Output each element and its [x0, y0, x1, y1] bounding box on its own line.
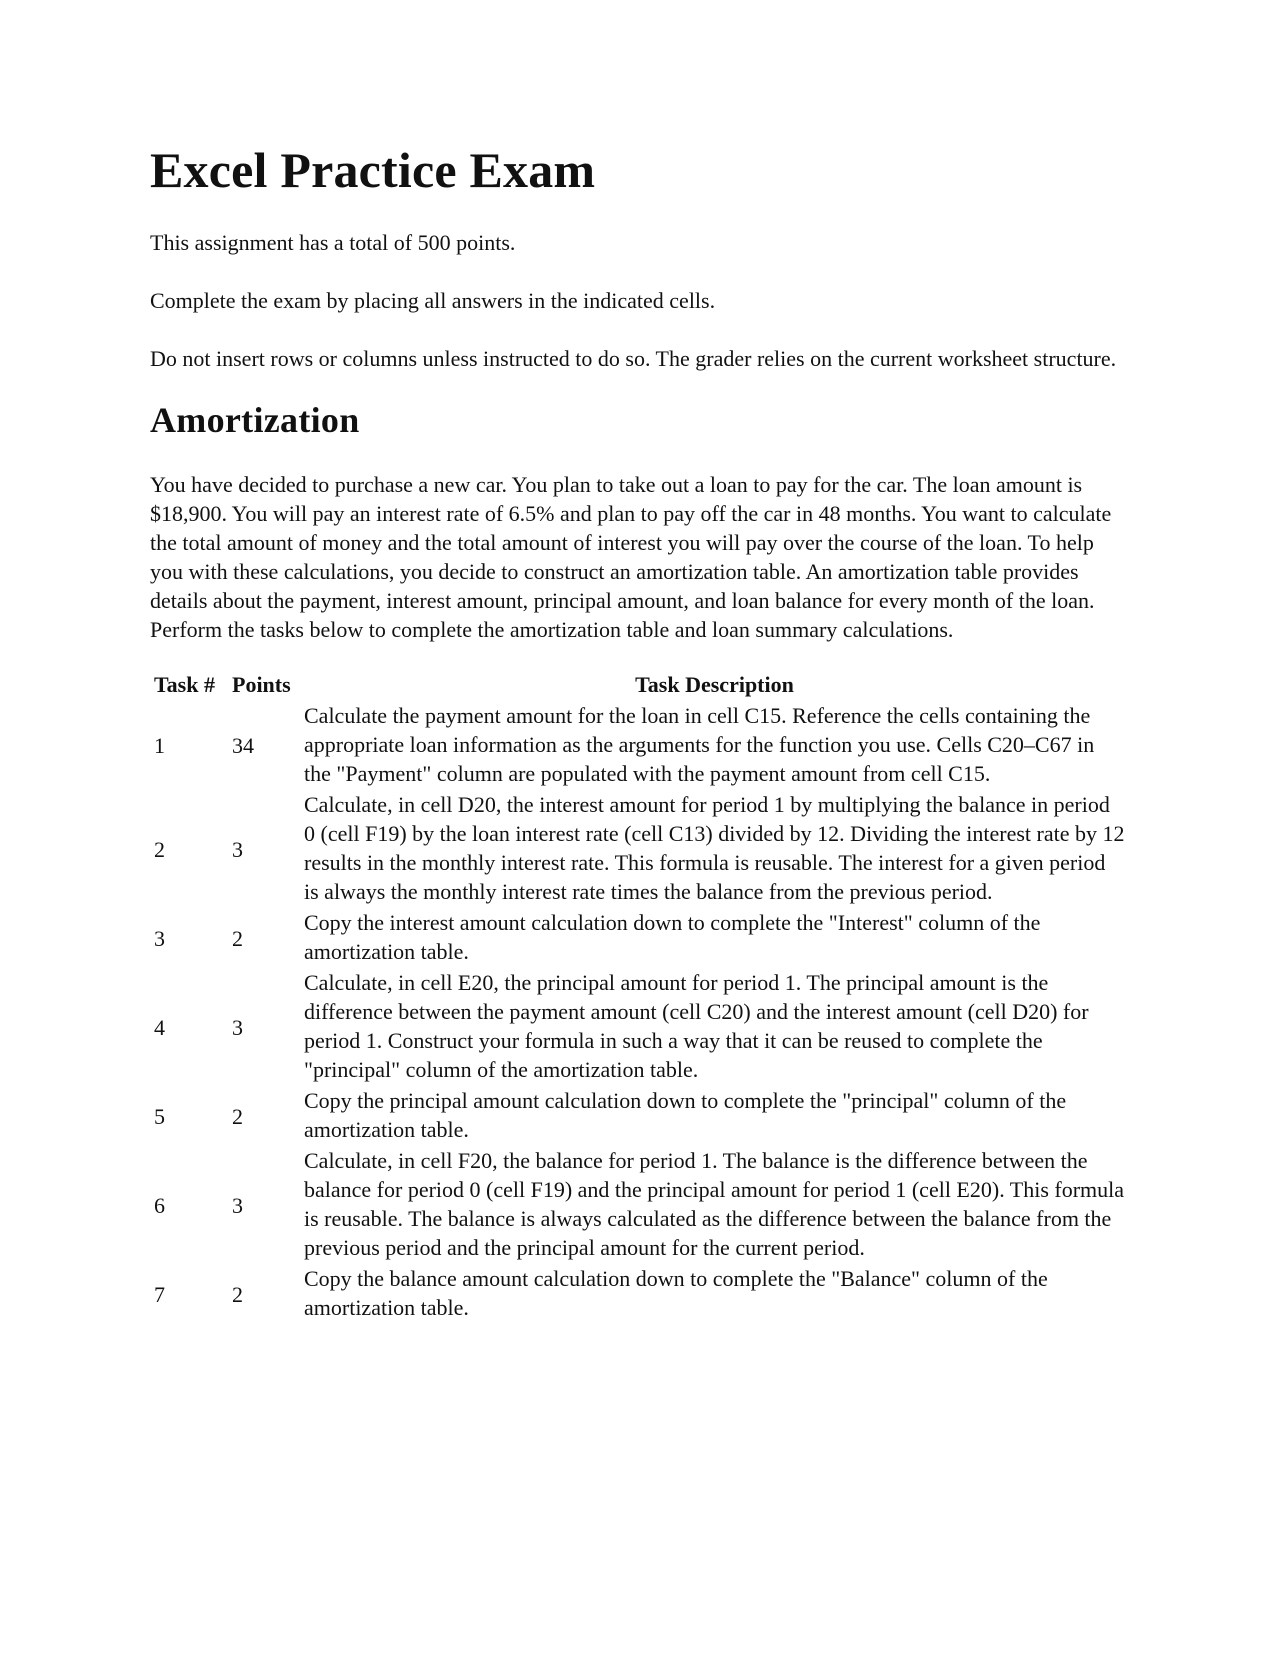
table-header-row — [150, 670, 1125, 701]
table-row — [150, 1264, 1125, 1324]
section-body: You have decided to purchase a new car. You plan to take out a loan to pay for the car. The loan amount is $18,900. You will pay an interest rate of 6.5% and plan to pay off the car in 48 months. You want to calculate the total amount of money and the total amount of interest you will pay over the course of the loan. To help you with these calculations, you decide to construct an amortization table. An amortization table provides details about the payment, interest amount, principal amount, and loan balance for every month of the loan. Perform the tasks below to complete the amortization table and loan summary calculations. — [150, 472, 1112, 643]
task-points: 2 — [232, 1103, 243, 1129]
task-points: 3 — [232, 836, 243, 862]
task-number: 6 — [154, 1192, 165, 1218]
header-description: Task Description — [635, 672, 794, 698]
table-row — [150, 908, 1125, 968]
task-description: Copy the balance amount calculation down to complete the "Balance" column of the amortization table. — [304, 1266, 1048, 1321]
task-number: 5 — [154, 1103, 165, 1129]
task-number: 4 — [154, 1014, 165, 1040]
table-row — [150, 1146, 1125, 1264]
table-row — [150, 1086, 1125, 1146]
intro-paragraph: This assignment has a total of 500 points. — [150, 230, 516, 255]
task-points: 2 — [232, 925, 243, 951]
table-row — [150, 968, 1125, 1086]
task-description: Calculate, in cell E20, the principal amount for period 1. The principal amount is the difference between the payment amount (cell C20) and the interest amount (cell D20) for period 1. Construct your formula in such a way that it can be reused to complete the "principal" column of the amortization table. — [304, 970, 1089, 1083]
table-row — [150, 790, 1125, 908]
section-heading: Amortization — [150, 400, 360, 440]
task-table — [150, 670, 1125, 1324]
table-row — [150, 701, 1125, 790]
task-points: 2 — [232, 1281, 243, 1307]
header-points: Points — [232, 672, 291, 698]
page-title: Excel Practice Exam — [150, 142, 596, 198]
task-points: 34 — [232, 733, 254, 759]
task-description: Calculate the payment amount for the loan in cell C15. Reference the cells containing the appropriate loan information as the arguments for the function you use. Cells C20–C67 in the "Payment" column are populated with the payment amount from cell C15. — [304, 703, 1095, 787]
task-number: 7 — [154, 1281, 165, 1307]
task-number: 1 — [154, 733, 165, 759]
header-task: Task # — [154, 672, 215, 698]
task-points: 3 — [232, 1014, 243, 1040]
intro-paragraph: Complete the exam by placing all answers in the indicated cells. — [150, 288, 716, 313]
document-page — [150, 140, 1130, 1324]
task-description: Calculate, in cell D20, the interest amount for period 1 by multiplying the balance in period 0 (cell F19) by the loan interest rate (cell C13) divided by 12. Dividing the interest rate by 12 results in the monthly interest rate. This formula is reusable. The interest for a given period is always the monthly interest rate times the balance from the previous period. — [304, 792, 1125, 905]
task-description: Copy the principal amount calculation down to complete the "principal" column of the amortization table. — [304, 1088, 1067, 1143]
task-number: 3 — [154, 925, 165, 951]
task-points: 3 — [232, 1192, 243, 1218]
intro-section — [150, 228, 1130, 373]
task-description: Copy the interest amount calculation down to complete the "Interest" column of the amortization table. — [304, 910, 1041, 965]
task-number: 2 — [154, 836, 165, 862]
task-description: Calculate, in cell F20, the balance for period 1. The balance is the difference between the balance for period 0 (cell F19) and the principal amount for period 1 (cell E20). This formula is reusable. The balance is always calculated as the difference between the balance from the previous period and the principal amount for the current period. — [304, 1148, 1125, 1261]
intro-paragraph: Do not insert rows or columns unless instructed to do so. The grader relies on the current worksheet structure. — [150, 346, 1117, 371]
